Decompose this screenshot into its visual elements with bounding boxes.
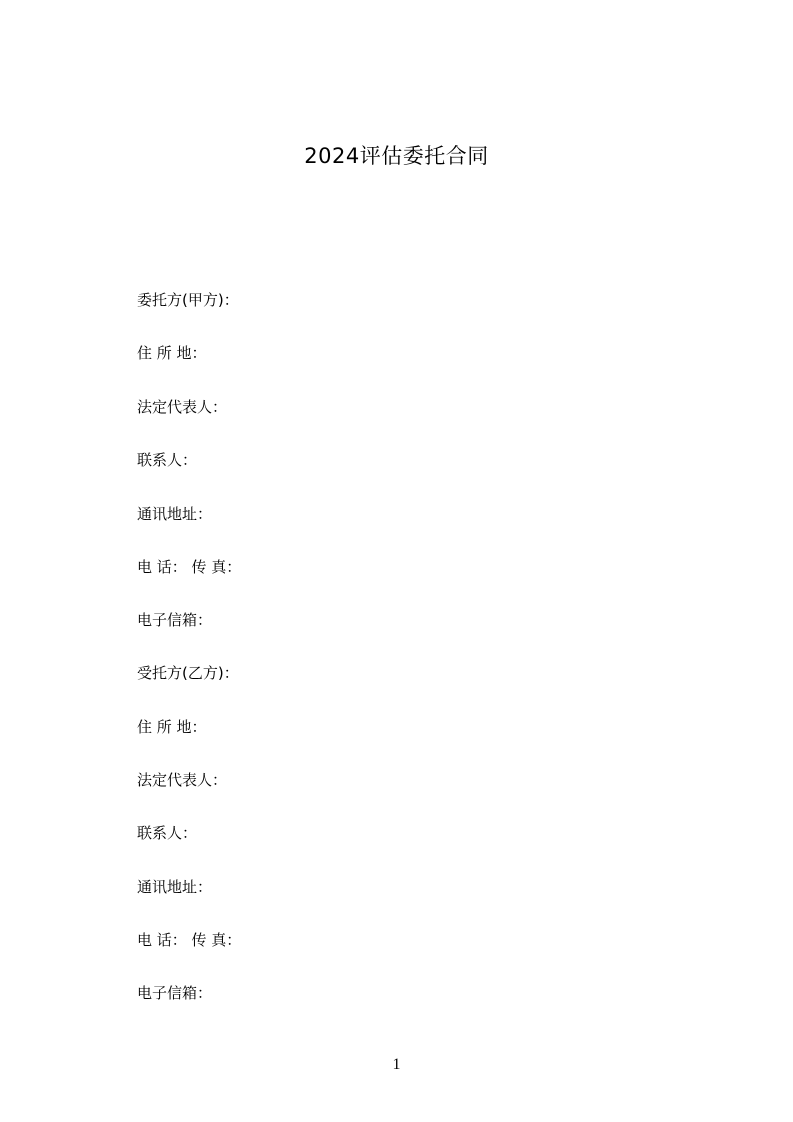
document-title: 2024评估委托合同 [304, 144, 489, 168]
party-a-contact-label: 联系人： [137, 451, 198, 469]
party-b-legal-rep-label: 法定代表人： [137, 771, 228, 789]
party-b-mailing-address-label: 通讯地址： [137, 878, 213, 896]
party-a-heading: 委托方(甲方)： [137, 291, 239, 309]
party-b-contact-label: 联系人： [137, 824, 198, 842]
party-a-address-label: 住 所 地： [137, 344, 207, 362]
party-b-phone-fax-label: 电 话： 传 真： [137, 931, 242, 949]
page-number: 1 [392, 1056, 401, 1073]
party-b-address-label: 住 所 地： [137, 718, 207, 736]
party-a-legal-rep-label: 法定代表人： [137, 398, 228, 416]
party-b-heading: 受托方(乙方)： [137, 664, 239, 682]
party-a-phone-fax-label: 电 话： 传 真： [137, 558, 242, 576]
party-a-email-label: 电子信箱： [137, 611, 213, 629]
party-a-mailing-address-label: 通讯地址： [137, 505, 213, 523]
party-b-email-label: 电子信箱： [137, 984, 213, 1002]
